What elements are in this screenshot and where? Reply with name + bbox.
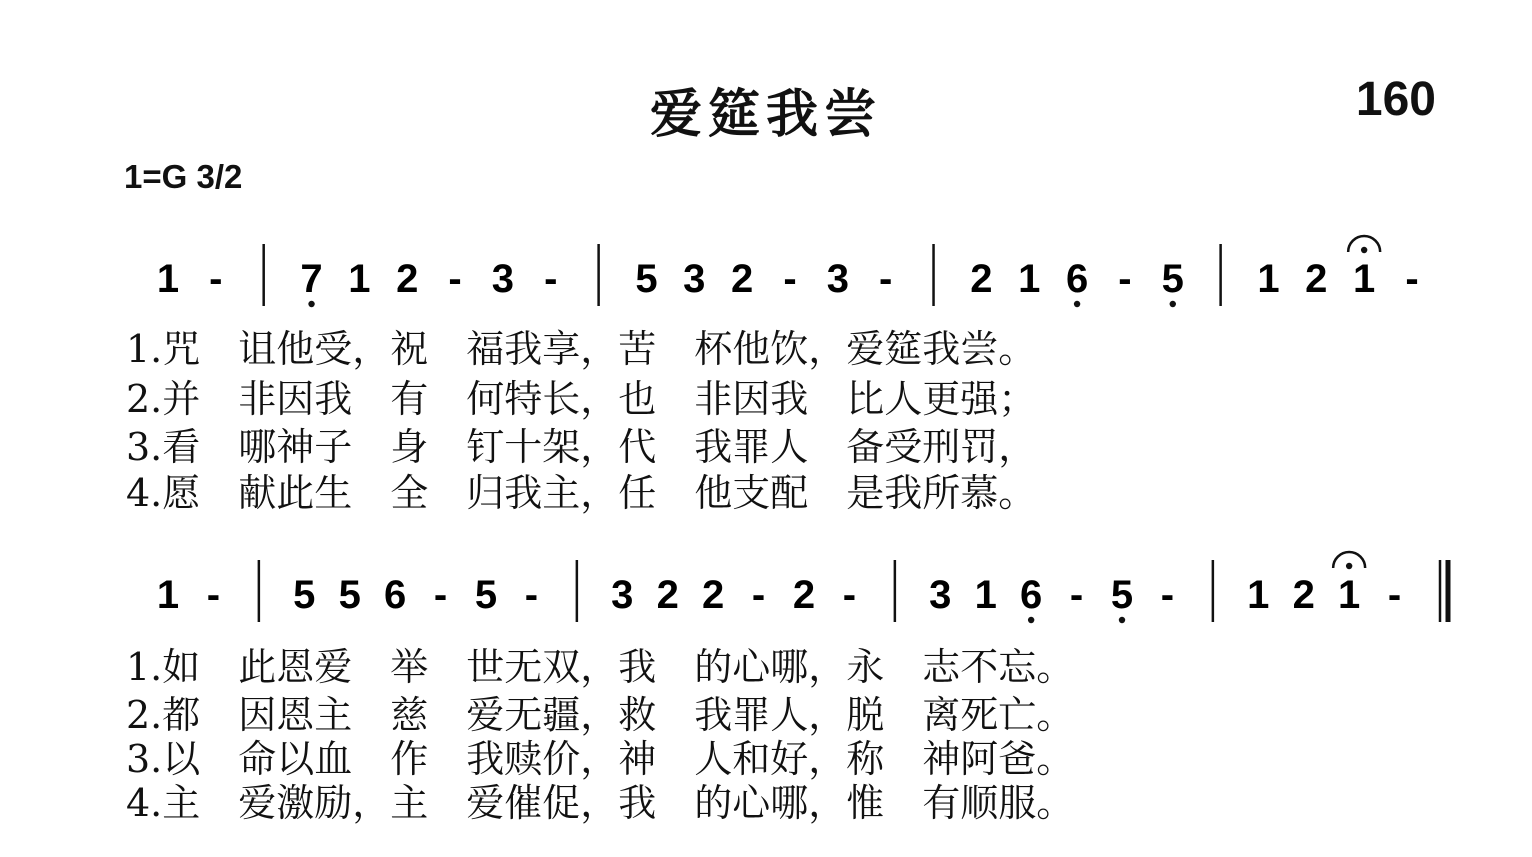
lyric-line-s1-v4: 4.愿 献此生 全 归我主，任 他支配 是我所慕。	[126, 471, 1037, 515]
hymn-title: 爱筵我尝	[649, 84, 882, 145]
note: 5	[1161, 257, 1184, 301]
dash-extension: -	[433, 573, 448, 617]
low-octave-dot	[308, 301, 314, 307]
note: 2	[1305, 257, 1328, 301]
key-signature: 1=G 3/2	[124, 158, 243, 195]
note: 3	[929, 573, 952, 617]
dash-extension: -	[209, 257, 223, 301]
lyric-line-s1-v1: 1.咒 诅他受，祝 福我享，苦 杯他饮，爱筵我尝。	[126, 327, 1037, 371]
note: 2	[792, 573, 816, 617]
dash-extension: -	[1405, 257, 1419, 301]
note: 2	[970, 257, 993, 301]
low-octave-dot	[1028, 617, 1034, 623]
note: 5	[338, 573, 361, 617]
lyric-line-s1-v2: 2.并 非因我 有 何特长，也 非因我 比人更强；	[126, 377, 1037, 421]
fermata	[1333, 552, 1365, 568]
note: 2	[656, 573, 679, 617]
note: 5	[474, 573, 498, 617]
note: 1	[974, 573, 997, 617]
note: 5	[1110, 573, 1134, 617]
dash-extension: -	[448, 257, 462, 301]
note: 1	[1353, 257, 1376, 301]
dash-extension: -	[1069, 573, 1084, 617]
low-octave-dot	[1119, 617, 1125, 623]
note: 2	[396, 257, 419, 301]
dash-extension: -	[206, 573, 221, 617]
lyric-line-s2-v3: 3.以 命以血 作 我赎价，神 人和好，称 神阿爸。	[126, 737, 1075, 781]
note: 2	[731, 257, 754, 301]
note: 2	[1292, 573, 1315, 617]
note: 7	[300, 257, 323, 301]
note: 1	[348, 257, 371, 301]
note: 1	[1338, 573, 1361, 617]
dash-extension: -	[544, 257, 558, 301]
note: 2	[702, 573, 725, 617]
low-octave-dot	[1170, 301, 1176, 307]
hymn-number: 160	[1355, 73, 1436, 126]
low-octave-dot	[1074, 301, 1080, 307]
note: 1	[1018, 257, 1041, 301]
note: 6	[1065, 257, 1089, 301]
dash-extension: -	[1118, 257, 1132, 301]
dash-extension: -	[1387, 573, 1402, 617]
high-octave-dot	[1361, 247, 1367, 253]
dash-extension: -	[842, 573, 857, 617]
lyric-line-s2-v4: 4.主 爱激励，主 爱催促，我 的心哪，惟 有顺服。	[126, 781, 1075, 825]
note: 1	[1247, 573, 1270, 617]
dash-extension: -	[879, 257, 893, 301]
note: 5	[635, 257, 658, 301]
dash-extension: -	[1160, 573, 1175, 617]
high-octave-dot	[1346, 563, 1352, 569]
note: 1	[156, 257, 180, 301]
note: 3	[611, 573, 634, 617]
note: 6	[1020, 573, 1043, 617]
fermata	[1348, 236, 1380, 252]
note: 3	[491, 257, 515, 301]
note: 1	[1257, 257, 1280, 301]
note: 3	[826, 257, 849, 301]
dash-extension: -	[751, 573, 766, 617]
note: 6	[384, 573, 407, 617]
note: 3	[683, 257, 706, 301]
note: 1	[156, 573, 180, 617]
lyric-line-s2-v1: 1.如 此恩爱 举 世无双，我 的心哪，永 志不忘。	[126, 645, 1075, 689]
dash-extension: -	[783, 257, 797, 301]
lyric-line-s1-v3: 3.看 哪神子 身 钉十架，代 我罪人 备受刑罚，	[126, 425, 1037, 469]
dash-extension: -	[524, 573, 539, 617]
note: 5	[293, 573, 316, 617]
lyric-line-s2-v2: 2.都 因恩主 慈 爱无疆，救 我罪人，脱 离死亡。	[126, 693, 1075, 737]
